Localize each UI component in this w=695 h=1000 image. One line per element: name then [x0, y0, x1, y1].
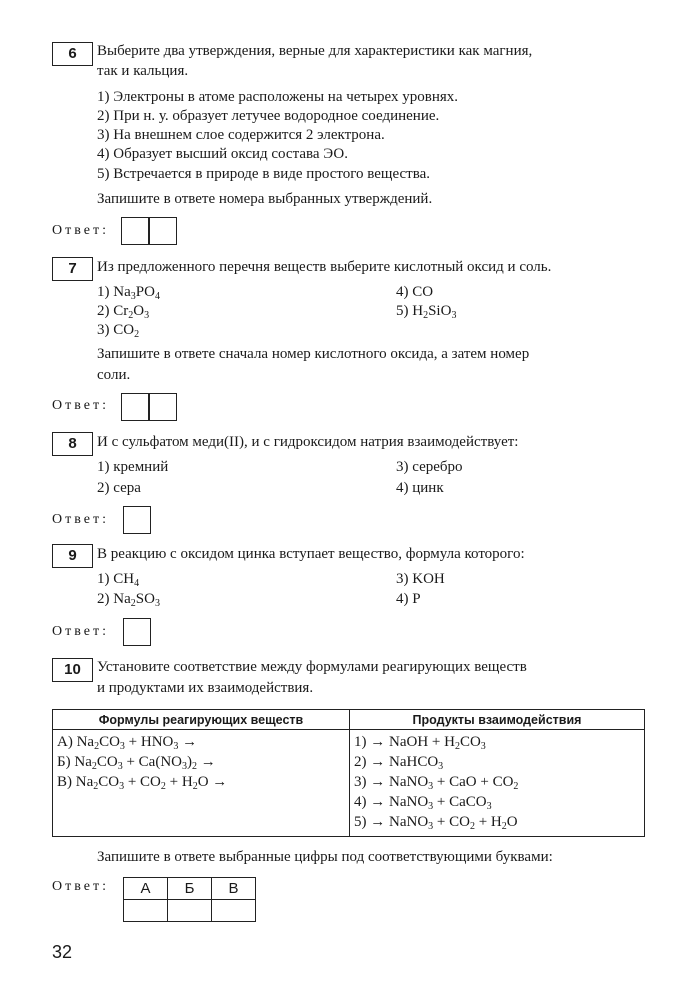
question-number-9: 9 — [52, 544, 93, 568]
table-header-reactants: Формулы реагирующих веществ — [53, 710, 350, 730]
question-number-7: 7 — [52, 257, 93, 281]
question-7-instruction-line1: Запишите в ответе сначала номер кислотного оксида, а затем номер — [97, 346, 530, 362]
question-9-text: В реакцию с оксидом цинка вступает вещество, формула которого: — [97, 546, 525, 562]
question-6-option-1: 1) Электроны в атоме расположены на четырех уровнях. — [97, 89, 459, 105]
question-6-option-4: 4) Образует высший оксид состава ЭО. — [97, 146, 348, 162]
formula-text: PO — [135, 284, 155, 300]
question-8-option-2: 2) сера — [97, 480, 141, 496]
question-7-option-4 — [396, 284, 433, 301]
question-number-6: 6 — [52, 42, 93, 66]
question-10-instruction: Запишите в ответе выбранные цифры под соответствующими буквами: — [97, 849, 553, 865]
formula-text: + HNO — [124, 734, 174, 750]
question-6-option-2: 2) При н. у. образует летучее водородное соединение. — [97, 108, 440, 124]
formula-subscript: 2 — [130, 598, 136, 609]
answer-grid-letter-b: Б — [168, 878, 212, 900]
answer-grid-10 — [123, 877, 256, 922]
option-prefix: 4) — [354, 794, 371, 810]
formula-subscript: 2 — [128, 310, 134, 321]
formula-subscript: 3 — [428, 821, 434, 832]
answer-input-6[interactable] — [121, 217, 177, 245]
answer-input-7[interactable] — [121, 393, 177, 421]
formula-text: O — [133, 303, 145, 319]
question-8-option-3: 3) серебро — [396, 459, 463, 475]
reactants-cell — [53, 730, 350, 837]
formula-subscript: 4 — [154, 291, 160, 302]
products-cell — [350, 730, 645, 837]
answer-label-6: Ответ: — [52, 223, 109, 238]
question-7-option-3 — [97, 322, 139, 339]
formula-subscript: 3 — [428, 801, 434, 812]
option-prefix: 4) — [396, 591, 413, 607]
question-7-text: Из предложенного перечня веществ выберите кислотный оксид и соль. — [97, 259, 552, 275]
answer-label-10: Ответ: — [52, 879, 109, 894]
formula-text: SiO — [428, 303, 452, 319]
formula-subscript: 3 — [480, 741, 486, 752]
page-number: 32 — [52, 942, 73, 962]
option-prefix: 1) — [97, 284, 114, 300]
formula-text: Na — [113, 284, 131, 300]
reactant-item-b — [57, 752, 345, 772]
question-number-10: 10 — [52, 658, 93, 682]
question-7-option-2 — [97, 303, 149, 320]
option-prefix: 3) — [97, 322, 114, 338]
formula-text: H — [412, 303, 424, 319]
formula-text: + CO — [433, 814, 470, 830]
table-header-products: Продукты взаимодействия — [350, 710, 645, 730]
option-prefix: Б) — [57, 754, 75, 770]
product-item-1 — [354, 732, 640, 752]
formula-subscript: 2 — [501, 821, 507, 832]
option-prefix: 4) — [396, 284, 413, 300]
answer-grid-input-a[interactable] — [124, 900, 168, 922]
formula-subscript: 2 — [94, 741, 100, 752]
reactant-item-c — [57, 772, 345, 792]
answer-grid-input-c[interactable] — [212, 900, 256, 922]
answer-cell-divider — [148, 394, 150, 420]
formula-subscript: 3 — [117, 761, 123, 772]
formula-text: → — [178, 734, 198, 750]
formula-text: + H — [165, 774, 193, 790]
question-9-option-2 — [97, 591, 160, 608]
product-item-2 — [354, 752, 640, 772]
formula-subscript: 3 — [119, 781, 125, 792]
formula-subscript: 3 — [486, 801, 492, 812]
option-prefix: А) — [57, 734, 77, 750]
option-prefix: 5) — [396, 303, 413, 319]
answer-label-9: Ответ: — [52, 624, 109, 639]
answer-grid-input-b[interactable] — [168, 900, 212, 922]
formula-text: → NaHCO — [370, 754, 439, 770]
formula-subscript: 2 — [91, 761, 97, 772]
formula-subscript: 2 — [469, 821, 475, 832]
formula-text: Cr — [113, 303, 129, 319]
formula-subscript: 3 — [182, 761, 187, 772]
formula-subscript: 3 — [144, 310, 150, 321]
formula-text: CH — [113, 571, 135, 587]
formula-subscript: 3 — [154, 598, 160, 609]
formula-text: KOH — [412, 571, 445, 587]
question-6-option-5: 5) Встречается в природе в виде простого вещества. — [97, 166, 430, 182]
option-prefix: 5) — [354, 814, 371, 830]
formula-text: CO — [412, 284, 434, 300]
reactant-item-a — [57, 732, 345, 752]
question-9-option-3 — [396, 571, 445, 588]
formula-text: Na — [74, 754, 92, 770]
answer-cell-divider — [148, 218, 150, 244]
question-6-option-3: 3) На внешнем слое содержится 2 электрона. — [97, 127, 385, 143]
question-7-option-1 — [97, 284, 160, 301]
product-item-3 — [354, 772, 640, 792]
formula-text: CO — [98, 774, 120, 790]
question-9-option-4 — [396, 591, 421, 608]
answer-grid-letter-c: В — [212, 878, 256, 900]
formula-text: CO — [459, 734, 481, 750]
question-8-option-1: 1) кремний — [97, 459, 169, 475]
formula-text: Na — [76, 734, 95, 750]
formula-text: SO — [135, 591, 155, 607]
answer-label-8: Ответ: — [52, 512, 109, 527]
formula-text: → NaOH + H — [370, 734, 455, 750]
answer-input-8[interactable] — [123, 506, 151, 534]
formula-text: Na — [113, 591, 131, 607]
formula-text: + Ca(NO — [122, 754, 182, 770]
product-item-4 — [354, 792, 640, 812]
formula-subscript: 2 — [134, 329, 140, 340]
formula-subscript: 2 — [513, 781, 519, 792]
formula-text: → NaNO — [370, 774, 429, 790]
question-6-text-line1: Выберите два утверждения, верные для характеристики как магния, — [97, 43, 533, 59]
question-8-text: И с сульфатом меди(II), и с гидроксидом натрия взаимодействует: — [97, 434, 519, 450]
formula-text: + CaCO — [433, 794, 487, 810]
question-8-option-4: 4) цинк — [396, 480, 444, 496]
matching-table — [52, 709, 645, 837]
formula-subscript: 2 — [192, 781, 198, 792]
formula-text: CO — [96, 754, 118, 770]
option-prefix: 3) — [354, 774, 371, 790]
question-9-option-1 — [97, 571, 139, 588]
answer-label-7: Ответ: — [52, 398, 109, 413]
formula-text: + H — [474, 814, 502, 830]
formula-text: O → — [197, 774, 228, 790]
question-6-text-line2: так и кальция. — [97, 63, 189, 79]
option-prefix: 2) — [354, 754, 371, 770]
formula-subscript: 3 — [428, 781, 434, 792]
formula-subscript: 3 — [173, 741, 179, 752]
option-prefix: 2) — [97, 591, 114, 607]
formula-subscript: 2 — [454, 741, 460, 752]
formula-subscript: 3 — [438, 761, 444, 772]
option-prefix: 1) — [97, 571, 114, 587]
formula-subscript: 3 — [119, 741, 125, 752]
formula-text: CO — [99, 734, 120, 750]
formula-text: + CO — [124, 774, 161, 790]
option-prefix: В) — [57, 774, 76, 790]
formula-subscript: 2 — [160, 781, 166, 792]
formula-subscript: 4 — [134, 578, 140, 589]
formula-subscript: 3 — [451, 310, 457, 321]
formula-text: Na — [75, 774, 94, 790]
formula-subscript: 3 — [130, 291, 136, 302]
question-number-8: 8 — [52, 432, 93, 456]
formula-text: → — [197, 754, 216, 770]
question-10-text-line2: и продуктами их взаимодействия. — [97, 680, 314, 696]
option-prefix: 2) — [97, 303, 114, 319]
formula-text: P — [412, 591, 421, 607]
formula-text: ) — [187, 754, 192, 770]
formula-text: → NaNO — [370, 794, 429, 810]
answer-grid-letter-a: А — [124, 878, 168, 900]
answer-input-9[interactable] — [123, 618, 151, 646]
question-6-instruction: Запишите в ответе номера выбранных утверждений. — [97, 191, 433, 207]
formula-subscript: 2 — [93, 781, 99, 792]
formula-text: O — [506, 814, 518, 830]
option-prefix: 1) — [354, 734, 371, 750]
question-10-text-line1: Установите соответствие между формулами реагирующих веществ — [97, 659, 527, 675]
formula-text: + CaO + CO — [433, 774, 514, 790]
option-prefix: 3) — [396, 571, 413, 587]
formula-subscript: 2 — [192, 761, 197, 772]
question-7-option-5 — [396, 303, 456, 320]
formula-text: CO — [113, 322, 135, 338]
formula-subscript: 2 — [423, 310, 429, 321]
question-7-instruction-line2: соли. — [97, 367, 131, 383]
formula-text: → NaNO — [370, 814, 429, 830]
product-item-5 — [354, 812, 640, 832]
